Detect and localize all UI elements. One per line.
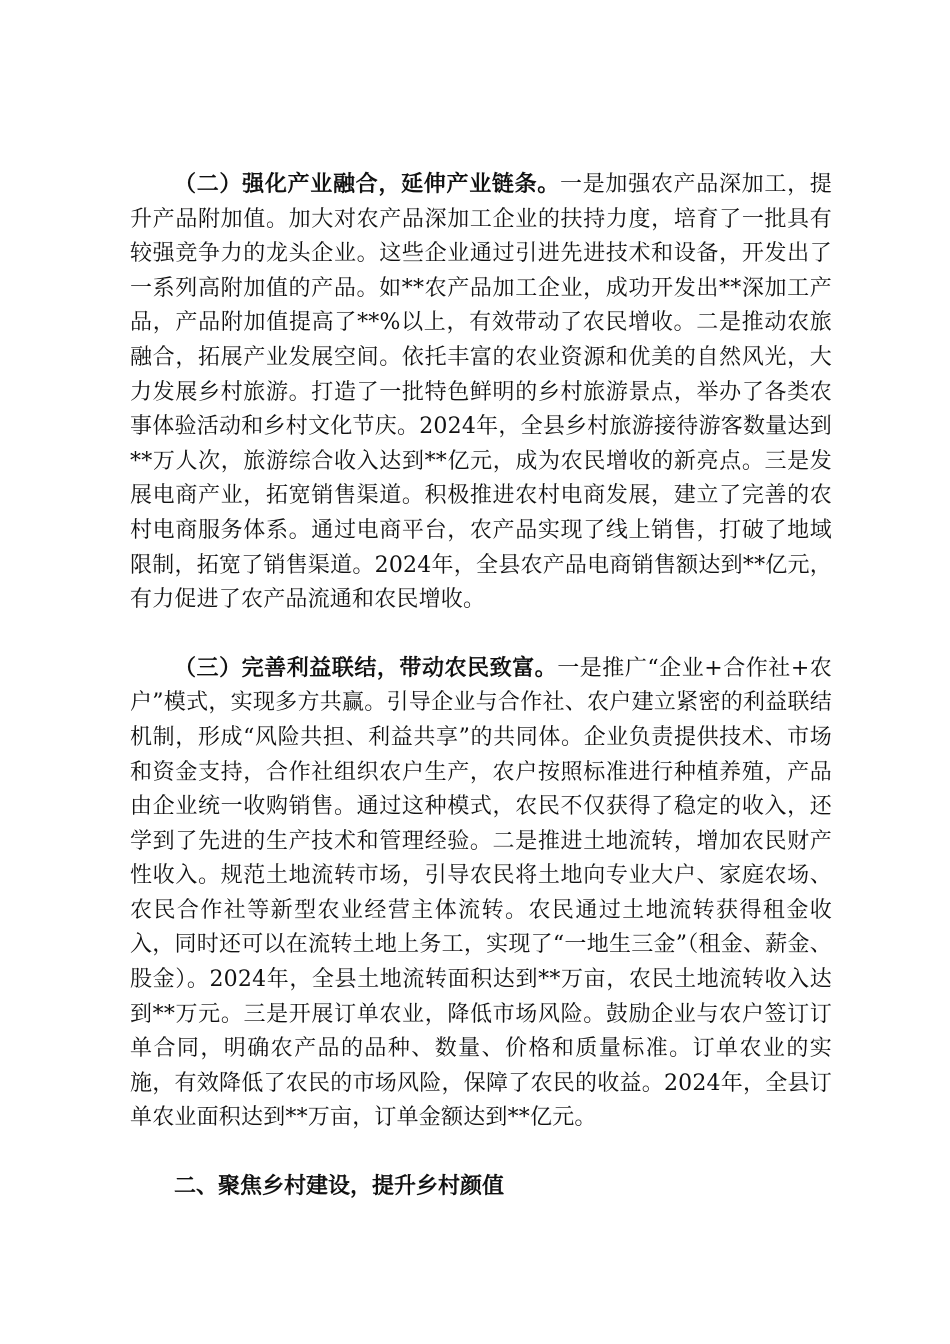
paragraph-industry-integration (130, 168, 832, 618)
paragraph-lead-heading: （三）完善利益联结，带动农民致富。 (174, 655, 558, 681)
paragraph-lead-heading: （二）强化产业融合，延伸产业链条。 (174, 172, 561, 197)
paragraph-interest-linkage (130, 652, 832, 1136)
document-body (130, 168, 832, 1205)
paragraph-body-text: 一是推广“企业+合作社+农户”模式，实现多方共赢。引导企业与合作社、农户建立紧密的利益联结机制，形成“风险共担、利益共享”的共同体。企业负责提供技术、市场和资金支持，合作社组织农户生产，农户按照标准进行种植养殖，产品由企业统一收购销售。通过这种模式，农民不仅获得了稳定的收入，还学到了先进的生产技术和管理经验。二是推进土地流转，增加农民财产性收入。规范土地流转市场，引导农民将土地向专业大户、家庭农场、农民合作社等新型农业经营主体流转。农民通过土地流转获得租金收入，同时还可以在流转土地上务工，实现了“一地生三金”（租金、薪金、股金）。2024年，全县土地流转面积达到**万亩，农民土地流转收入达到**万元。三是开展订单农业，降低市场风险。鼓励企业与农户签订订单合同，明确农产品的品种、数量、价格和质量标准。订单农业的实施，有效降低了农民的市场风险，保障了农民的收益。2024年，全县订单农业面积达到**万亩，订单金额达到**亿元。 (130, 655, 833, 1131)
paragraph-body-text: 一是加强农产品深加工，提升产品附加值。加大对农产品深加工企业的扶持力度，培育了一批具有较强竞争力的龙头企业。这些企业通过引进先进技术和设备，开发出了一系列高附加值的产品。如**农产品加工企业，成功开发出**深加工产品，产品附加值提高了**%以上，有效带动了农民增收。二是推动农旅融合，拓展产业发展空间。依托丰富的农业资源和优美的自然风光，大力发展乡村旅游。打造了一批特色鲜明的乡村旅游景点，举办了各类农事体验活动和乡村文化节庆。2024年，全县乡村旅游接待游客数量达到**万人次，旅游综合收入达到**亿元，成为农民增收的新亮点。三是发展电商产业，拓宽销售渠道。积极推进农村电商发展，建立了完善的农村电商服务体系。通过电商平台，农产品实现了线上销售，打破了地域限制，拓宽了销售渠道。2024年，全县农产品电商销售额达到**亿元，有力促进了农产品流通和农民增收。 (130, 172, 832, 613)
section-heading: 二、聚焦乡村建设，提升乡村颜值 (174, 1174, 505, 1200)
